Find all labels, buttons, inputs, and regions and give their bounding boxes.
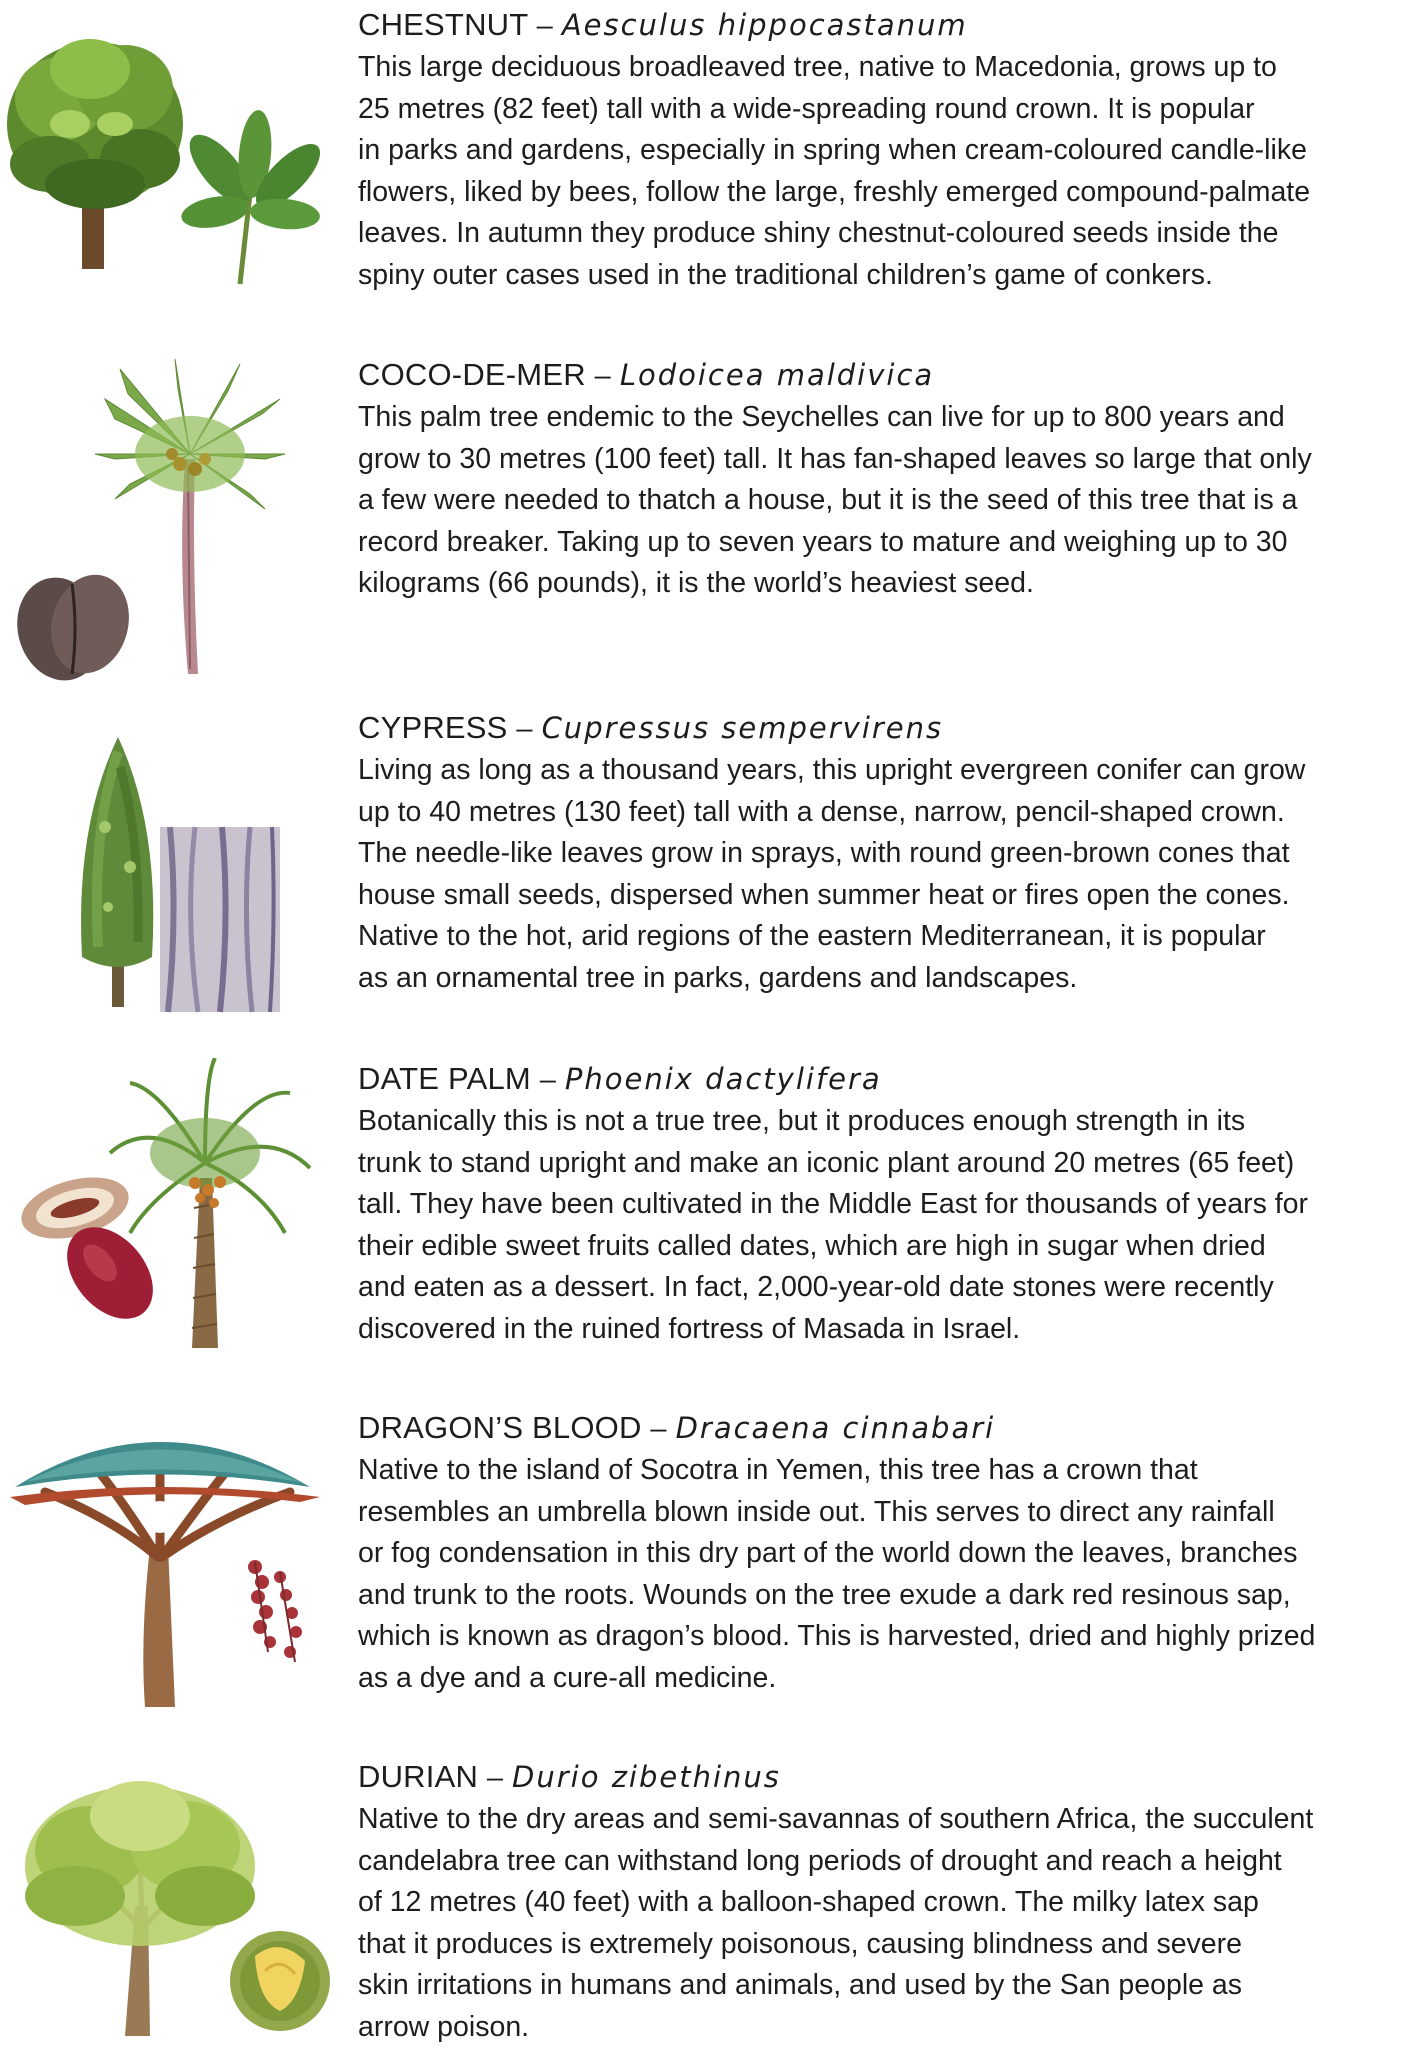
description-line: trunk to stand upright and make an iconic plant around 20 metres (65 feet): [358, 1146, 1295, 1179]
description-line: which is known as dragon’s blood. This is harvested, dried and highly prized: [358, 1620, 1316, 1652]
tree-heading: [358, 4, 1398, 47]
description-line: record breaker. Taking up to seven years to mature and weighing up to 30: [358, 525, 1288, 558]
name-separator: –: [539, 1064, 557, 1096]
description-line: and trunk to the roots. Wounds on the tree exude a dark red resinous sap,: [358, 1578, 1291, 1611]
tree-text-date-palm: [358, 1058, 1398, 1350]
description-line: This large deciduous broadleaved tree, native to Macedonia, grows up to: [358, 51, 1277, 83]
description-line: Native to the dry areas and semi-savannas of southern Africa, the succulent: [358, 1803, 1314, 1835]
coco-de-mer-illustration: [0, 354, 340, 684]
latin-name: Durio zibethinus: [512, 1760, 781, 1794]
description-line: discovered in the ruined fortress of Masada in Israel.: [358, 1312, 1021, 1345]
date-palm-illustration: [0, 1058, 340, 1378]
common-name: CYPRESS: [358, 710, 508, 745]
description-line: arrow poison.: [358, 2010, 530, 2043]
description-line: of 12 metres (40 feet) with a balloon-shaped crown. The milky latex sap: [358, 1886, 1259, 1918]
description-line: and eaten as a dessert. In fact, 2,000-year-old date stones were recently: [358, 1271, 1274, 1303]
description-line: in parks and gardens, especially in spring when cream-coloured candle-like: [358, 134, 1307, 166]
name-separator: –: [536, 10, 553, 42]
common-name: CHESTNUT: [358, 7, 528, 42]
common-name: DATE PALM: [358, 1061, 531, 1096]
description-line: spiny outer cases used in the traditional children’s game of conkers.: [358, 258, 1213, 291]
description-line: This palm tree endemic to the Seychelles can live for up to 800 years and: [358, 401, 1285, 433]
name-separator: –: [516, 713, 533, 745]
name-separator: –: [594, 360, 611, 392]
description-line: kilograms (66 pounds), it is the world’s heaviest seed.: [358, 567, 1034, 599]
description-line: Native to the island of Socotra in Yemen, this tree has a crown that: [358, 1454, 1198, 1486]
name-separator: –: [650, 1413, 667, 1445]
latin-name: Aesculus hippocastanum: [561, 8, 968, 42]
tree-heading: [358, 707, 1398, 750]
tree-text-coco-de-mer: [358, 354, 1398, 605]
tree-text-dragons-blood: [358, 1407, 1398, 1699]
tree-heading: [358, 1407, 1398, 1450]
tree-description: [358, 397, 1398, 605]
description-line: Native to the hot, arid regions of the eastern Mediterranean, it is popular: [358, 920, 1266, 952]
latin-name: Dracaena cinnabari: [675, 1411, 996, 1445]
description-line: Living as long as a thousand years, this upright evergreen conifer can grow: [358, 754, 1306, 786]
durian-illustration: [0, 1756, 340, 2046]
description-line: their edible sweet fruits called dates, which are high in sugar when dried: [358, 1229, 1266, 1262]
latin-name: Lodoicea maldivica: [619, 358, 935, 392]
description-line: Botanically this is not a true tree, but it produces enough strength in its: [358, 1105, 1246, 1137]
common-name: DRAGON’S BLOOD: [358, 1410, 642, 1445]
name-separator: –: [486, 1762, 504, 1794]
tree-description: [358, 1799, 1398, 2048]
common-name: COCO-DE-MER: [358, 357, 586, 392]
description-line: flowers, liked by bees, follow the large, freshly emerged compound-palmate: [358, 175, 1311, 208]
description-line: grow to 30 metres (100 feet) tall. It has fan-shaped leaves so large that only: [358, 442, 1312, 475]
description-line: as a dye and a cure-all medicine.: [358, 1661, 777, 1694]
description-line: skin irritations in humans and animals, and used by the San people as: [358, 1969, 1243, 2001]
description-line: The needle-like leaves grow in sprays, with round green-brown cones that: [358, 837, 1290, 869]
tree-heading: [358, 1756, 1398, 1799]
chestnut-tree-illustration: [0, 4, 340, 324]
tree-description: [358, 750, 1398, 999]
tree-text-durian: [358, 1756, 1398, 2048]
latin-name: Cupressus sempervirens: [541, 711, 944, 745]
description-line: a few were needed to thatch a house, but it is the seed of this tree that is a: [358, 484, 1298, 516]
description-line: leaves. In autumn they produce shiny chestnut-coloured seeds inside the: [358, 217, 1279, 249]
tree-text-chestnut: [358, 4, 1398, 296]
description-line: as an ornamental tree in parks, gardens and landscapes.: [358, 961, 1078, 994]
common-name: DURIAN: [358, 1759, 479, 1794]
description-line: that it produces is extremely poisonous, causing blindness and severe: [358, 1927, 1243, 1960]
tree-description: [358, 1450, 1398, 1699]
description-line: resembles an umbrella blown inside out. This serves to direct any rainfall: [358, 1495, 1275, 1528]
description-line: tall. They have been cultivated in the Middle East for thousands of years for: [358, 1188, 1309, 1220]
description-line: 25 metres (82 feet) tall with a wide-spreading round crown. It is popular: [358, 92, 1255, 125]
description-line: up to 40 metres (130 feet) tall with a dense, narrow, pencil-shaped crown.: [358, 795, 1285, 828]
description-line: house small seeds, dispersed when summer heat or fires open the cones.: [358, 878, 1290, 911]
tree-heading: [358, 1058, 1398, 1101]
cypress-illustration: [0, 707, 340, 1027]
latin-name: Phoenix dactylifera: [564, 1062, 882, 1096]
tree-text-cypress: [358, 707, 1398, 999]
tree-heading: [358, 354, 1398, 397]
tree-description: [358, 1101, 1398, 1350]
dragons-blood-illustration: [0, 1407, 340, 1727]
description-line: or fog condensation in this dry part of the world down the leaves, branches: [358, 1537, 1298, 1569]
tree-description: [358, 47, 1398, 296]
description-line: candelabra tree can withstand long periods of drought and reach a height: [358, 1844, 1282, 1877]
